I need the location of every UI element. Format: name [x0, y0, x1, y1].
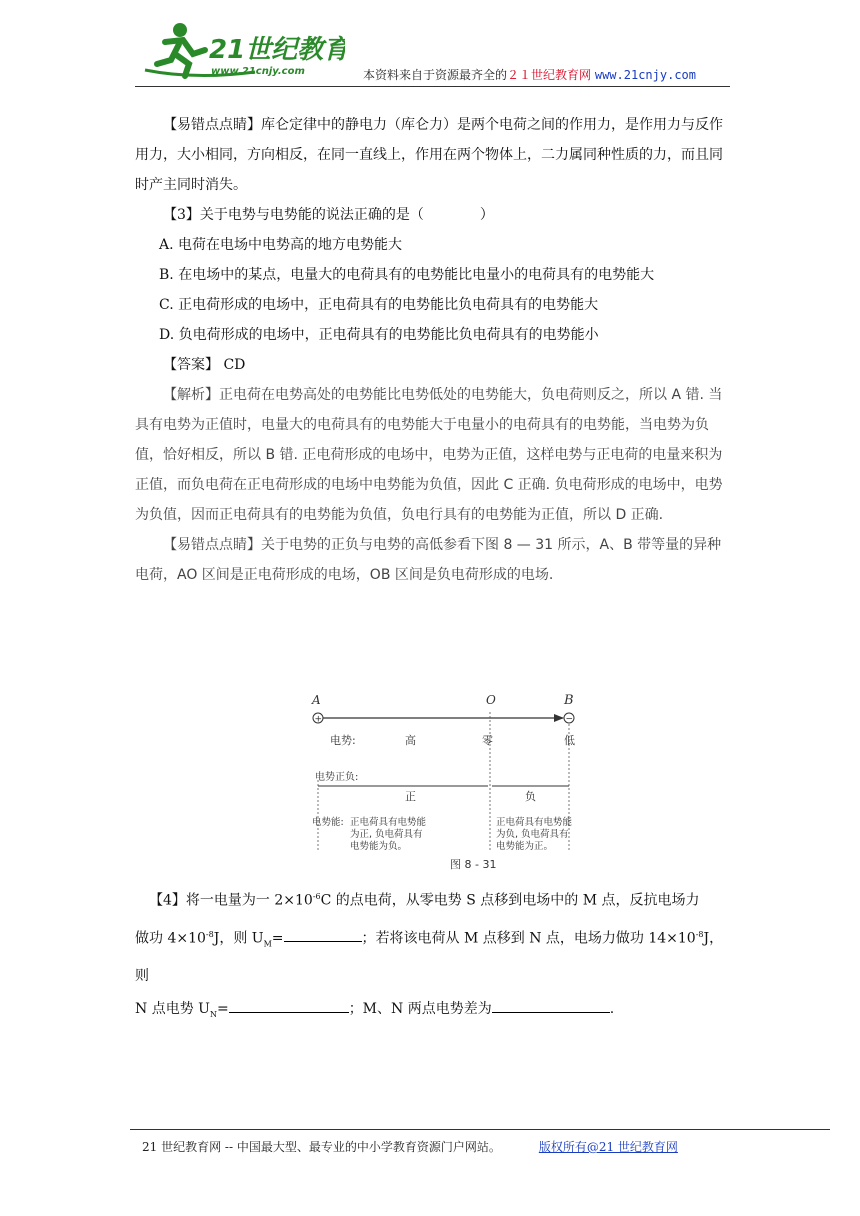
q4-text-5: = — [271, 930, 284, 947]
analysis-paragraph: 【解析】正电荷在电势高处的电势能比电势低处的电势能大，负电荷则反之，所以 A 错. 当具有电势为正值时，电量大的电荷具有的电势能大于电量小的电荷具有的电势能，当电势为负值，恰好相反，所以 B 错. 正电荷形成的电场中，电势为正值，这样电势与正电荷的电量来积为正值，而负电荷在正电荷形成的电场中电势能为负值，因此 C 正确. 负电荷形成的电场中，电势为负值，因而正电荷具有的电势能为负值，负电行具有的电势能为正值，所以 D 正确. — [135, 387, 723, 523]
question-4 — [135, 880, 735, 1031]
fig-row1-label: 电势: — [330, 734, 356, 747]
q4-text-7: J，则 — [135, 930, 724, 985]
q4-exp-1: -6 — [312, 892, 321, 901]
q4-sub-n: N — [209, 1009, 217, 1019]
tip-paragraph-2: 【易错点点睛】关于电势的正负与电势的高低参看下图 8 — 31 所示，A、B 带等量的异种电荷，AO 区间是正电荷形成的电场，OB 区间是负电荷形成的电场. — [135, 537, 722, 583]
q4-line-3 — [135, 993, 735, 1031]
q4-text-6: ；若将该电荷从 M 点移到 N 点，电场力做功 14×10 — [361, 930, 696, 947]
tip-paragraph-1: 【易错点点睛】库仑定律中的静电力（库仑力）是两个电荷之间的作用力，是作用力与反作用力，大小相同，方向相反，在同一直线上，作用在两个物体上，二力属同种性质的力，而且同时产主同时消失。 — [135, 117, 723, 193]
page-footer — [142, 1138, 678, 1155]
option-d: D. 负电荷形成的电场中，正电荷具有的电势能比负电荷具有的电势能小 — [159, 327, 599, 343]
logo-url: www.21cnjy.com — [211, 66, 305, 77]
q4-text-1: 【4】将一电量为一 2×10 — [149, 892, 313, 909]
fig-left-3: 电势能为负。 — [350, 841, 408, 852]
answer-blank-un[interactable] — [229, 996, 349, 1013]
logo-text: 21世纪教育 — [209, 35, 345, 65]
q4-line-2 — [135, 918, 735, 993]
q4-text-8: N 点电势 U — [135, 1001, 210, 1018]
question-3: 【3】关于电势与电势能的说法正确的是（ ） — [163, 207, 494, 223]
main-content — [135, 110, 730, 590]
q4-text-9: = — [216, 1001, 229, 1018]
fig-left-1: 正电荷具有电势能 — [350, 817, 427, 828]
fig-zero: 零 — [482, 734, 493, 747]
option-b: B. 在电场中的某点，电量大的电荷具有的电势能比电量小的电荷具有的电势能大 — [159, 267, 655, 283]
header-url-link[interactable]: www.21cnjy.com — [594, 68, 697, 82]
fig-row3-label: 电势能: — [312, 817, 344, 828]
fig-label-o: O — [486, 693, 496, 707]
q4-text-3: 做功 4×10 — [135, 930, 206, 947]
answer-blank-umn[interactable] — [492, 996, 610, 1013]
header-note — [363, 66, 696, 83]
footer-text: 21 世纪教育网 -- 中国最大型、最专业的中小学教育资源门户网站。 — [142, 1140, 501, 1154]
fig-left-2: 为正, 负电荷具有 — [350, 829, 423, 840]
minus-sign: − — [565, 714, 574, 725]
fig-label-b: B — [564, 693, 574, 708]
fig-high: 高 — [405, 734, 416, 747]
footer-divider — [130, 1129, 830, 1130]
q4-exp-2: -8 — [205, 929, 214, 939]
fig-right-3: 电势能为正。 — [496, 841, 554, 852]
figure-8-31 — [310, 690, 590, 875]
arrow-head-icon — [554, 714, 564, 722]
fig-caption: 图 8 - 31 — [450, 858, 497, 871]
q4-line-1 — [135, 880, 735, 918]
page-header — [135, 14, 730, 87]
header-note-prefix: 本资料来自于资源最齐全的 — [363, 68, 508, 82]
fig-low: 低 — [564, 734, 575, 747]
fig-label-a: A — [312, 693, 321, 707]
runner-icon — [135, 14, 345, 82]
q4-text-11: . — [609, 1001, 615, 1018]
q4-text-10: ；M、N 两点电势差为 — [348, 1001, 492, 1018]
option-c: C. 正电荷形成的电场中，正电荷具有的电势能比负电荷具有的电势能大 — [159, 297, 599, 313]
footer-copyright-link[interactable]: 版权所有@21 世纪教育网 — [538, 1140, 678, 1154]
q4-text-4: J，则 U — [213, 930, 264, 947]
option-a: A. 电荷在电场中电势高的地方电势能大 — [159, 237, 403, 253]
fig-row2-label: 电势正负: — [315, 772, 359, 783]
header-site-link[interactable]: ２１世纪教育网 — [507, 68, 592, 82]
q4-exp-3: -8 — [695, 929, 704, 939]
answer-blank-um[interactable] — [284, 925, 362, 942]
site-logo[interactable] — [135, 14, 345, 82]
fig-right-2: 为负, 负电荷具有 — [496, 829, 569, 840]
fig-neg: 负 — [525, 790, 536, 803]
answer: 【答案】 CD — [163, 357, 246, 373]
plus-sign: + — [314, 714, 323, 725]
q4-text-2: C 的点电荷，从零电势 S 点移到电场中的 M 点，反抗电场力 — [320, 892, 700, 909]
q4-sub-m: M — [263, 939, 272, 949]
fig-right-1: 正电荷具有电势能 — [496, 817, 573, 828]
fig-pos: 正 — [405, 790, 416, 803]
